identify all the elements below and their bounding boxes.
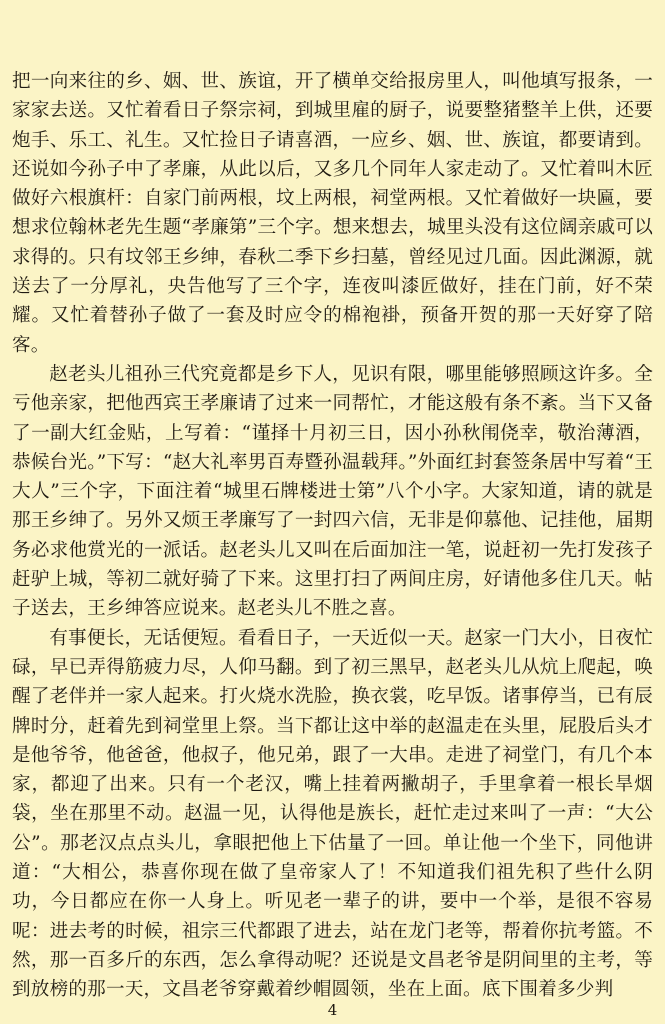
page-number: 4: [327, 1001, 338, 1019]
paragraph-1: 把一向来往的乡、姻、世、族谊，开了横单交给报房里人，叫他填写报条，一家家去送。又忙着看日子祭宗祠，到城里雇的厨子，说要整猪整羊上供，还要炮手、乐工、礼生。又忙捡日子请喜酒，一应乡、姻、世、族谊，都要请到。还说如今孙子中了孝廉，从此以后，又多几个同年人家走动了。又忙着叫木匠做好六根旗杆：自家门前两根，坟上两根，祠堂两根。又忙着做好一块匾，要想求位翰林老先生题“孝廉第”三个字。想来想去，城里头没有这位阔亲戚可以求得的。只有坟邻王乡绅，春秋二季下乡扫墓，曾经见过几面。因此渊源，就送去了一分厚礼，央告他写了三个字，连夜叫漆匠做好，挂在门前，好不荣耀。又忙着替孙子做了一套及时应令的棉袍褂，预备开贺的那一天好穿了陪客。: [12, 71, 653, 356]
paragraph-2: 赵老头儿祖孙三代究竟都是乡下人，见识有限，哪里能够照顾这许多。全亏他亲家，把他西宾王孝廉请了过来一同帮忙，才能这般有条不紊。当下又备了一副大红金贴，上写着：“谨择十月初三日，因小孙秋闱侥幸，敬治薄酒，恭候台光。”下写：“赵大礼率男百寿暨孙温载拜。”外面红封套签条居中写着“王大人”三个字，下面注着“城里石牌楼进士第”八个小字。大家知道，请的就是那王乡绅了。另外又烦王孝廉写了一封四六信，无非是仰慕他、记挂他，届期务必求他赏光的一派话。赵老头儿又叫在后面加注一笔，说赶初一先打发孩子赶驴上城，等初二就好骑了下来。这里打扫了两间庄房，好请他多住几天。帖子送去，王乡绅答应说来。赵老头儿不胜之喜。: [12, 363, 653, 620]
paragraph-3: 有事便长，无话便短。看看日子，一天近似一天。赵家一门大小，日夜忙碌，早已弄得筋疲力尽，人仰马翻。到了初三黑早，赵老头儿从炕上爬起，唤醒了老伴并一家人起来。打火烧水洗脸，换衣裳，吃早饭。诸事停当，已有辰牌时分，赶着先到祠堂里上祭。当下都让这中举的赵温走在头里，屁股后头才是他爷爷，他爸爸，他叔子，他兄弟，跟了一大串。走进了祠堂门，有几个本家，都迎了出来。只有一个老汉，嘴上挂着两撇胡子，手里拿着一根长旱烟袋，坐在那里不动。赵温一见，认得他是族长，赶忙走过来叫了一声：“大公公”。那老汉点点头儿，拿眼把他上下估量了一回。单让他一个坐下，同他讲道：“大相公，恭喜你现在做了皇帝家人了！不知道我们祖先积了些什么阴功，今日都应在你一人身上。听见老一辈子的讲，要中一个举，是很不容易呢：进去考的时候，祖宗三代都跟了进去，站在龙门老等，帮着你抗考篮。不然，那一百多斤的东西，怎么拿得动呢？还说是文昌老爷是阴间里的主考，等到放榜的那一天，文昌老爷穿戴着纱帽圆领，坐在上面。底下围着多少判: [12, 627, 653, 1001]
body-text: [12, 67, 653, 1005]
